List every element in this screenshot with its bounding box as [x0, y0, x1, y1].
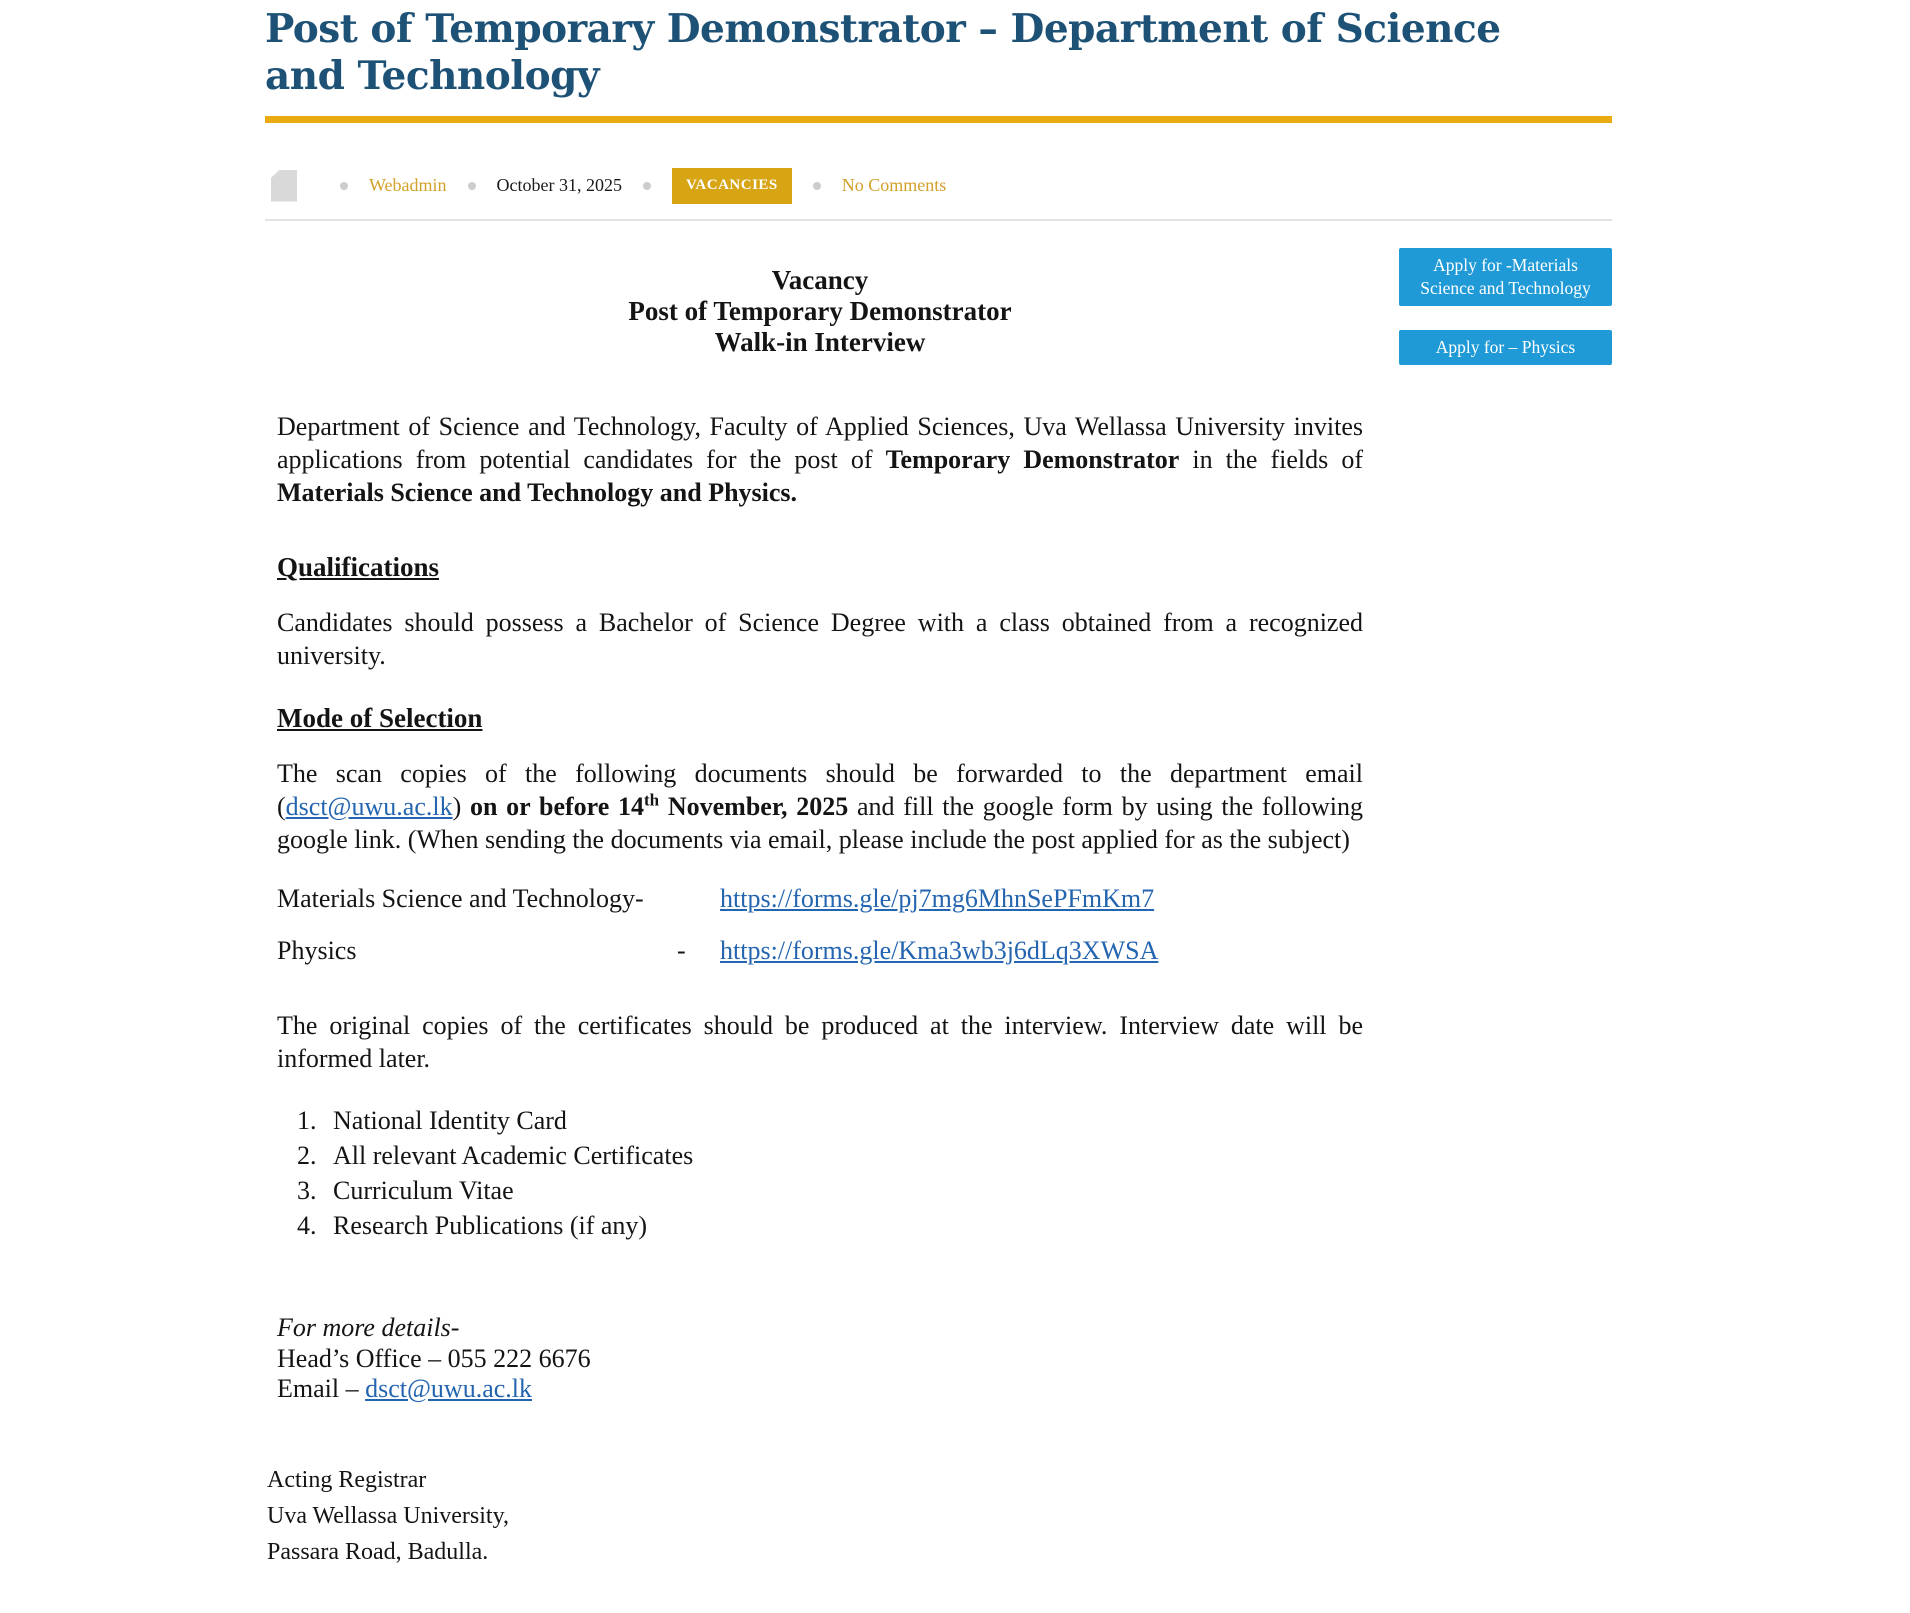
required-documents-list	[277, 1103, 1363, 1243]
contact-details-block	[277, 1313, 1363, 1405]
mode-text: )	[452, 792, 470, 821]
form-label-materials: Materials Science and Technology-	[277, 884, 644, 913]
doc-header-vacancy: Vacancy	[771, 265, 869, 295]
form-label-physics: Physics	[277, 936, 357, 965]
intro-bold-post: Temporary Demonstrator	[885, 445, 1180, 474]
contact-email-line	[277, 1374, 1363, 1405]
page-title-line1: Post of Temporary Demonstrator – Department of Science	[265, 6, 1501, 52]
post-date: October 31, 2025	[496, 175, 623, 195]
category-badge[interactable]: VACANCIES	[672, 168, 792, 204]
list-item: 1. National Identity Card	[323, 1103, 1363, 1138]
qualifications-heading: Qualifications	[277, 552, 440, 582]
contact-office-phone: Head’s Office – 055 222 6676	[277, 1343, 591, 1373]
form-link-row-physics	[277, 934, 1363, 967]
contact-email-label: Email –	[277, 1374, 366, 1403]
list-item: 2. All relevant Academic Certificates	[323, 1138, 1363, 1173]
form-dash: -	[677, 936, 686, 965]
doc-header-post: Post of Temporary Demonstrator	[628, 296, 1012, 326]
intro-paragraph	[277, 410, 1363, 509]
apply-materials-button[interactable]: Apply for -Materials Science and Technology	[1399, 248, 1612, 306]
post-meta-row	[265, 123, 1612, 219]
apply-physics-button[interactable]: Apply for – Physics	[1399, 330, 1612, 365]
contact-more-details: For more details-	[277, 1313, 460, 1342]
mode-of-selection-heading: Mode of Selection	[277, 703, 483, 733]
intro-text: in the fields of	[1179, 445, 1363, 474]
mode-text: and fill the google form by using the following google link. (When sending the documents via email, please include the post applied for as the subject)	[277, 792, 1363, 854]
content-container	[265, 0, 1612, 1573]
bullet-separator-icon	[468, 182, 476, 190]
bullet-separator-icon	[643, 182, 651, 190]
doc-header-interview: Walk-in Interview	[714, 327, 926, 357]
signature-address: Passara Road, Badulla.	[267, 1538, 489, 1565]
post-format-page-icon	[271, 170, 297, 202]
google-form-link-physics[interactable]: https://forms.gle/Kma3wb3j6dLq3XWSA	[720, 936, 1159, 965]
form-link-row-materials	[277, 882, 1363, 915]
mode-text: The scan copies of the following documents should be forwarded to the department email (	[277, 759, 1363, 821]
document-header	[277, 265, 1363, 358]
bullet-separator-icon	[813, 182, 821, 190]
deadline-ordinal-sup: th	[644, 790, 660, 810]
deadline-bold: November, 2025	[659, 792, 849, 821]
page-title-line2: and Technology	[265, 53, 600, 99]
page-title	[265, 6, 1612, 100]
meta-divider	[265, 219, 1612, 221]
bullet-separator-icon	[340, 182, 348, 190]
vacancy-document	[277, 248, 1363, 1405]
list-item: 3. Curriculum Vitae	[323, 1173, 1363, 1208]
apply-sidebar	[1399, 248, 1612, 365]
author-link[interactable]: Webadmin	[369, 175, 447, 195]
contact-email-link[interactable]: dsct@uwu.ac.lk	[365, 1374, 532, 1403]
content-row	[265, 248, 1612, 1405]
deadline-bold: on or before 14	[469, 792, 644, 821]
department-email-link[interactable]: dsct@uwu.ac.lk	[285, 792, 453, 821]
form-dash	[677, 882, 720, 915]
intro-text: Department of Science and Technology, Faculty of Applied Sciences, Uva Wellassa University invites applications from potential candidates for the post of	[277, 412, 1363, 474]
qualifications-paragraph: Candidates should possess a Bachelor of Science Degree with a class obtained from a recognized university.	[277, 608, 1363, 670]
list-item: 4. Research Publications (if any)	[323, 1208, 1363, 1243]
signature-role: Acting Registrar	[267, 1466, 427, 1493]
signature-block	[267, 1465, 1612, 1568]
signature-university: Uva Wellassa University,	[267, 1502, 510, 1529]
google-form-link-materials[interactable]: https://forms.gle/pj7mg6MhnSePFmKm7	[720, 884, 1155, 913]
originals-note-paragraph: The original copies of the certificates should be produced at the interview. Interview date will be informed later.	[277, 1011, 1363, 1073]
mode-of-selection-paragraph	[277, 757, 1363, 856]
intro-bold-fields: Materials Science and Technology and Physics.	[277, 478, 798, 507]
comments-link[interactable]: No Comments	[841, 175, 947, 195]
title-underline-rule	[265, 116, 1612, 123]
